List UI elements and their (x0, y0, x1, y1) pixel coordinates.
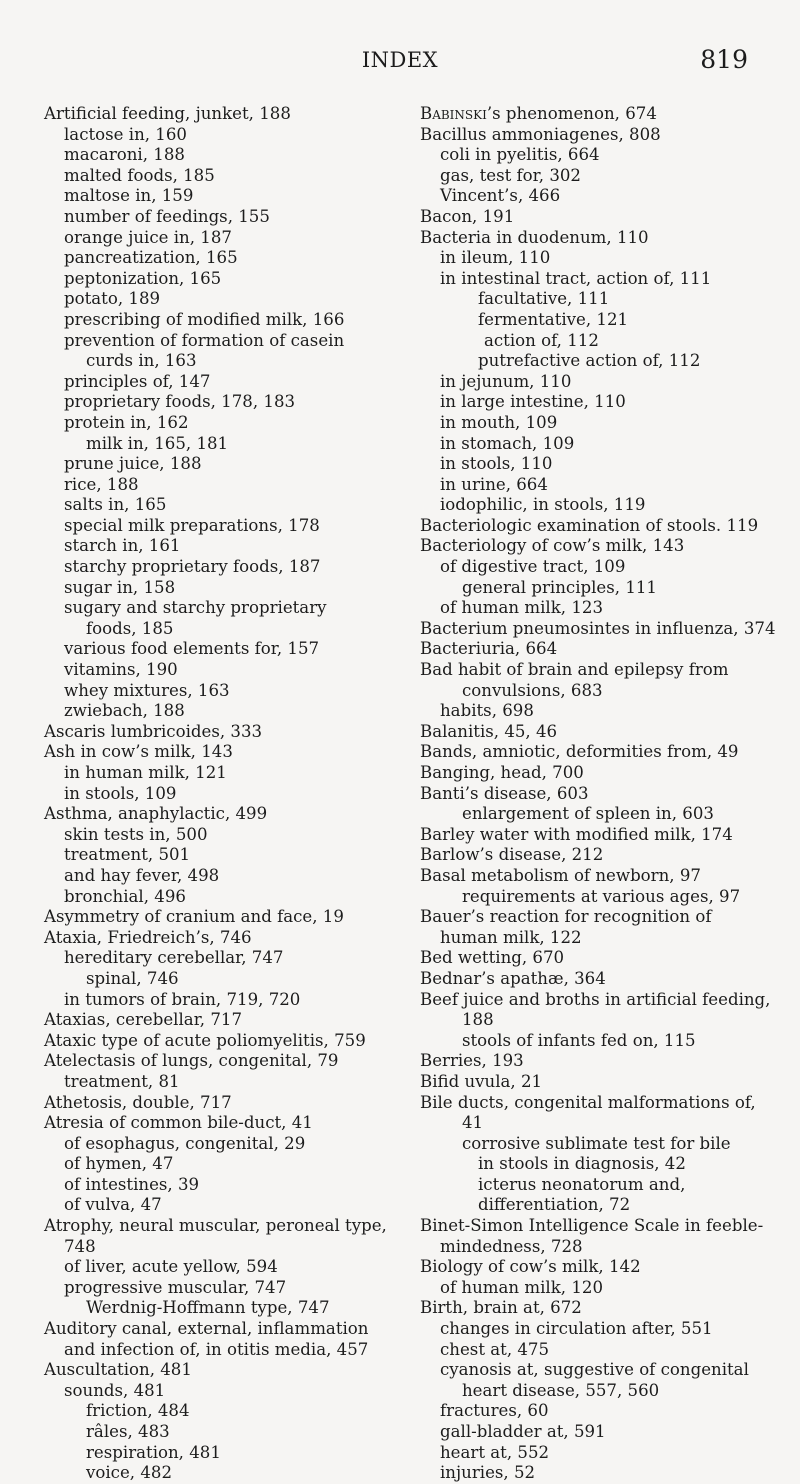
index-heading: Bacterium pneumosintes in influenza, 374 (420, 618, 776, 638)
index-subentry: action of, 112 (484, 330, 599, 350)
index-subentry: voice, 482 (86, 1463, 173, 1483)
index-subentry: malted foods, 185 (64, 165, 215, 185)
index-subentry: stools of infants fed on, 115 (462, 1030, 696, 1050)
index-heading: Bed wetting, 670 (420, 948, 565, 968)
index-heading: Banti’s disease, 603 (420, 783, 589, 803)
index-subentry: respiration, 481 (86, 1442, 221, 1462)
index-subentry: 748 (64, 1236, 96, 1256)
index-heading: Atresia of common bile-duct, 41 (44, 1113, 313, 1133)
index-subentry: principles of, 147 (64, 371, 211, 391)
index-heading: Bands, amniotic, deformities from, 49 (420, 742, 739, 762)
index-subentry: prune juice, 188 (64, 454, 202, 474)
index-subentry: in stools, 109 (64, 783, 177, 803)
index-subentry: in ileum, 110 (440, 248, 551, 268)
index-subentry: sugar in, 158 (64, 577, 176, 597)
index-subentry: and hay fever, 498 (64, 865, 220, 885)
index-heading: Bacillus ammoniagenes, 808 (420, 124, 661, 144)
index-subentry: friction, 484 (86, 1401, 190, 1421)
index-heading: Ataxia, Friedreich’s, 746 (44, 927, 252, 947)
index-subentry: number of feedings, 155 (64, 206, 270, 226)
index-subentry: differentiation, 72 (478, 1195, 631, 1215)
index-subentry: 41 (462, 1113, 484, 1133)
index-subentry: curds in, 163 (86, 351, 197, 371)
index-subentry: sounds, 481 (64, 1380, 166, 1400)
index-subentry: in intestinal tract, action of, 111 (440, 268, 712, 288)
index-subentry: in jejunum, 110 (440, 371, 572, 391)
page-title: INDEX (361, 48, 439, 72)
index-subentry: proprietary foods, 178, 183 (64, 392, 296, 412)
index-heading: Ash in cow’s milk, 143 (44, 742, 233, 762)
index-subentry: of vulva, 47 (64, 1195, 162, 1215)
page-number: 819 (700, 45, 748, 74)
index-subentry: peptonization, 165 (64, 268, 222, 288)
index-heading: Athetosis, double, 717 (44, 1092, 232, 1112)
index-subentry: injuries, 52 (440, 1463, 536, 1483)
index-subentry: cyanosis at, suggestive of congenital (440, 1360, 749, 1380)
index-subentry: râles, 483 (86, 1422, 170, 1441)
index-subentry: potato, 189 (64, 289, 161, 309)
running-head (0, 45, 800, 78)
index-subentry: enlargement of spleen in, 603 (462, 804, 714, 824)
index-subentry: of esophagus, congenital, 29 (64, 1133, 306, 1153)
index-heading: Bacteriology of cow’s milk, 143 (420, 536, 685, 556)
index-subentry: special milk preparations, 178 (64, 515, 320, 535)
index-subentry: foods, 185 (86, 618, 174, 638)
index-subentry: treatment, 501 (64, 845, 191, 865)
index-subentry: 188 (462, 1010, 494, 1030)
index-subentry: macaroni, 188 (64, 145, 185, 165)
index-column-left (44, 104, 406, 1484)
index-subentry: prescribing of modified milk, 166 (64, 309, 345, 329)
index-heading: Birth, brain at, 672 (420, 1298, 582, 1318)
index-heading: Beef juice and broths in artificial feeding, (420, 989, 771, 1009)
index-subentry: of digestive tract, 109 (440, 557, 626, 577)
index-subentry: iodophilic, in stools, 119 (440, 495, 646, 515)
index-subentry: zwiebach, 188 (64, 701, 185, 721)
index-heading: Bile ducts, congenital malformations of, (420, 1092, 756, 1112)
index-heading: Ataxias, cerebellar, 717 (44, 1010, 243, 1030)
index-subentry: facultative, 111 (478, 289, 610, 309)
index-subentry: requirements at various ages, 97 (462, 886, 741, 906)
index-heading: Ataxic type of acute poliomyelitis, 759 (44, 1030, 366, 1050)
index-subentry: of liver, acute yellow, 594 (64, 1257, 278, 1277)
index-subentry: rice, 188 (64, 474, 139, 494)
index-subentry: whey mixtures, 163 (64, 680, 230, 700)
index-column-right (420, 104, 780, 1484)
index-subentry: habits, 698 (440, 701, 534, 721)
index-heading: Artificial feeding, junket, 188 (44, 104, 291, 123)
index-subentry: in human milk, 121 (64, 763, 227, 782)
index-subentry: fractures, 60 (440, 1401, 549, 1421)
index-subentry: pancreatization, 165 (64, 248, 238, 268)
index-subentry: and infection of, in otitis media, 457 (64, 1339, 369, 1359)
index-subentry: starchy proprietary foods, 187 (64, 557, 321, 577)
index-subentry: bronchial, 496 (64, 886, 186, 906)
index-subentry: Vincent’s, 466 (440, 186, 561, 206)
index-heading: Bacon, 191 (420, 206, 515, 226)
index-subentry: in stools, 110 (440, 454, 553, 474)
index-subentry: in stools in diagnosis, 42 (478, 1154, 686, 1174)
index-subentry: fermentative, 121 (478, 309, 629, 329)
index-subentry: skin tests in, 500 (64, 824, 208, 844)
index-heading: Bad habit of brain and epilepsy from (420, 660, 729, 680)
index-subentry: of hymen, 47 (64, 1154, 174, 1174)
index-subentry: starch in, 161 (64, 536, 181, 556)
index-heading: Ascaris lumbricoides, 333 (44, 721, 263, 741)
index-heading: Biology of cow’s milk, 142 (420, 1257, 641, 1277)
index-heading: Bauer’s reaction for recognition of (420, 907, 712, 927)
index-subentry: vitamins, 190 (64, 660, 178, 680)
index-heading: Atelectasis of lungs, congenital, 79 (44, 1051, 339, 1071)
index-subentry: chest at, 475 (440, 1339, 550, 1359)
index-heading: Bifid uvula, 21 (420, 1071, 543, 1091)
index-heading: Asymmetry of cranium and face, 19 (44, 907, 344, 927)
index-heading: Auscultation, 481 (44, 1360, 192, 1380)
index-heading: Barlow’s disease, 212 (420, 845, 604, 865)
index-subentry: maltose in, 159 (64, 186, 194, 206)
index-subentry: in tumors of brain, 719, 720 (64, 989, 301, 1009)
index-subentry: human milk, 122 (440, 927, 582, 947)
index-subentry: mindedness, 728 (440, 1236, 583, 1256)
index-subentry: treatment, 81 (64, 1071, 180, 1091)
index-subentry: protein in, 162 (64, 412, 189, 432)
index-subentry: progressive muscular, 747 (64, 1277, 287, 1297)
index-heading: Basal metabolism of newborn, 97 (420, 865, 701, 885)
index-subentry: salts in, 165 (64, 495, 167, 515)
index-heading: Atrophy, neural muscular, peroneal type, (44, 1216, 387, 1236)
index-subentry: general principles, 111 (462, 577, 657, 597)
index-subentry: of human milk, 123 (440, 598, 603, 618)
index-subentry: hereditary cerebellar, 747 (64, 948, 284, 968)
index-subentry: in mouth, 109 (440, 412, 558, 432)
index-subentry: corrosive sublimate test for bile (462, 1133, 731, 1153)
index-subentry: orange juice in, 187 (64, 227, 232, 247)
index-heading: Barley water with modified milk, 174 (420, 824, 733, 844)
index-subentry: gas, test for, 302 (440, 165, 581, 185)
index-subentry: gall-bladder at, 591 (440, 1422, 606, 1441)
index-heading: Auditory canal, external, inflammation (44, 1319, 369, 1339)
index-subentry: in large intestine, 110 (440, 392, 626, 412)
index-heading: Bacteriuria, 664 (420, 639, 558, 659)
index-subentry: prevention of formation of casein (64, 330, 345, 350)
index-subentry: in stomach, 109 (440, 433, 575, 453)
index-subentry: milk in, 165, 181 (86, 433, 229, 453)
index-heading: Babinski’s phenomenon, 674 (420, 104, 657, 123)
index-subentry: in urine, 664 (440, 474, 548, 494)
index-subentry: various food elements for, 157 (64, 639, 320, 659)
index-subentry: Werdnig-Hoffmann type, 747 (86, 1298, 330, 1318)
index-subentry: of human milk, 120 (440, 1277, 603, 1297)
index-subentry: lactose in, 160 (64, 124, 187, 144)
index-subentry: putrefactive action of, 112 (478, 351, 701, 371)
index-subentry: convulsions, 683 (462, 680, 603, 700)
index-subentry: heart at, 552 (440, 1442, 550, 1462)
index-heading: Balanitis, 45, 46 (420, 721, 558, 741)
index-subentry: changes in circulation after, 551 (440, 1319, 713, 1339)
index-subentry: of intestines, 39 (64, 1174, 200, 1194)
index-heading: Binet-Simon Intelligence Scale in feeble- (420, 1216, 764, 1236)
index-subentry: spinal, 746 (86, 968, 179, 988)
index-heading: Bednar’s apathæ, 364 (420, 968, 606, 988)
index-heading: Berries, 193 (420, 1051, 524, 1071)
index-heading: Asthma, anaphylactic, 499 (44, 804, 268, 824)
index-heading: Bacteria in duodenum, 110 (420, 227, 649, 247)
index-heading: Banging, head, 700 (420, 763, 584, 782)
index-subentry: icterus neonatorum and, (478, 1174, 686, 1194)
index-subentry: heart disease, 557, 560 (462, 1380, 660, 1400)
index-heading: Bacteriologic examination of stools. 119 (420, 515, 759, 535)
index-subentry: sugary and starchy proprietary (64, 598, 327, 618)
index-subentry: coli in pyelitis, 664 (440, 145, 600, 165)
